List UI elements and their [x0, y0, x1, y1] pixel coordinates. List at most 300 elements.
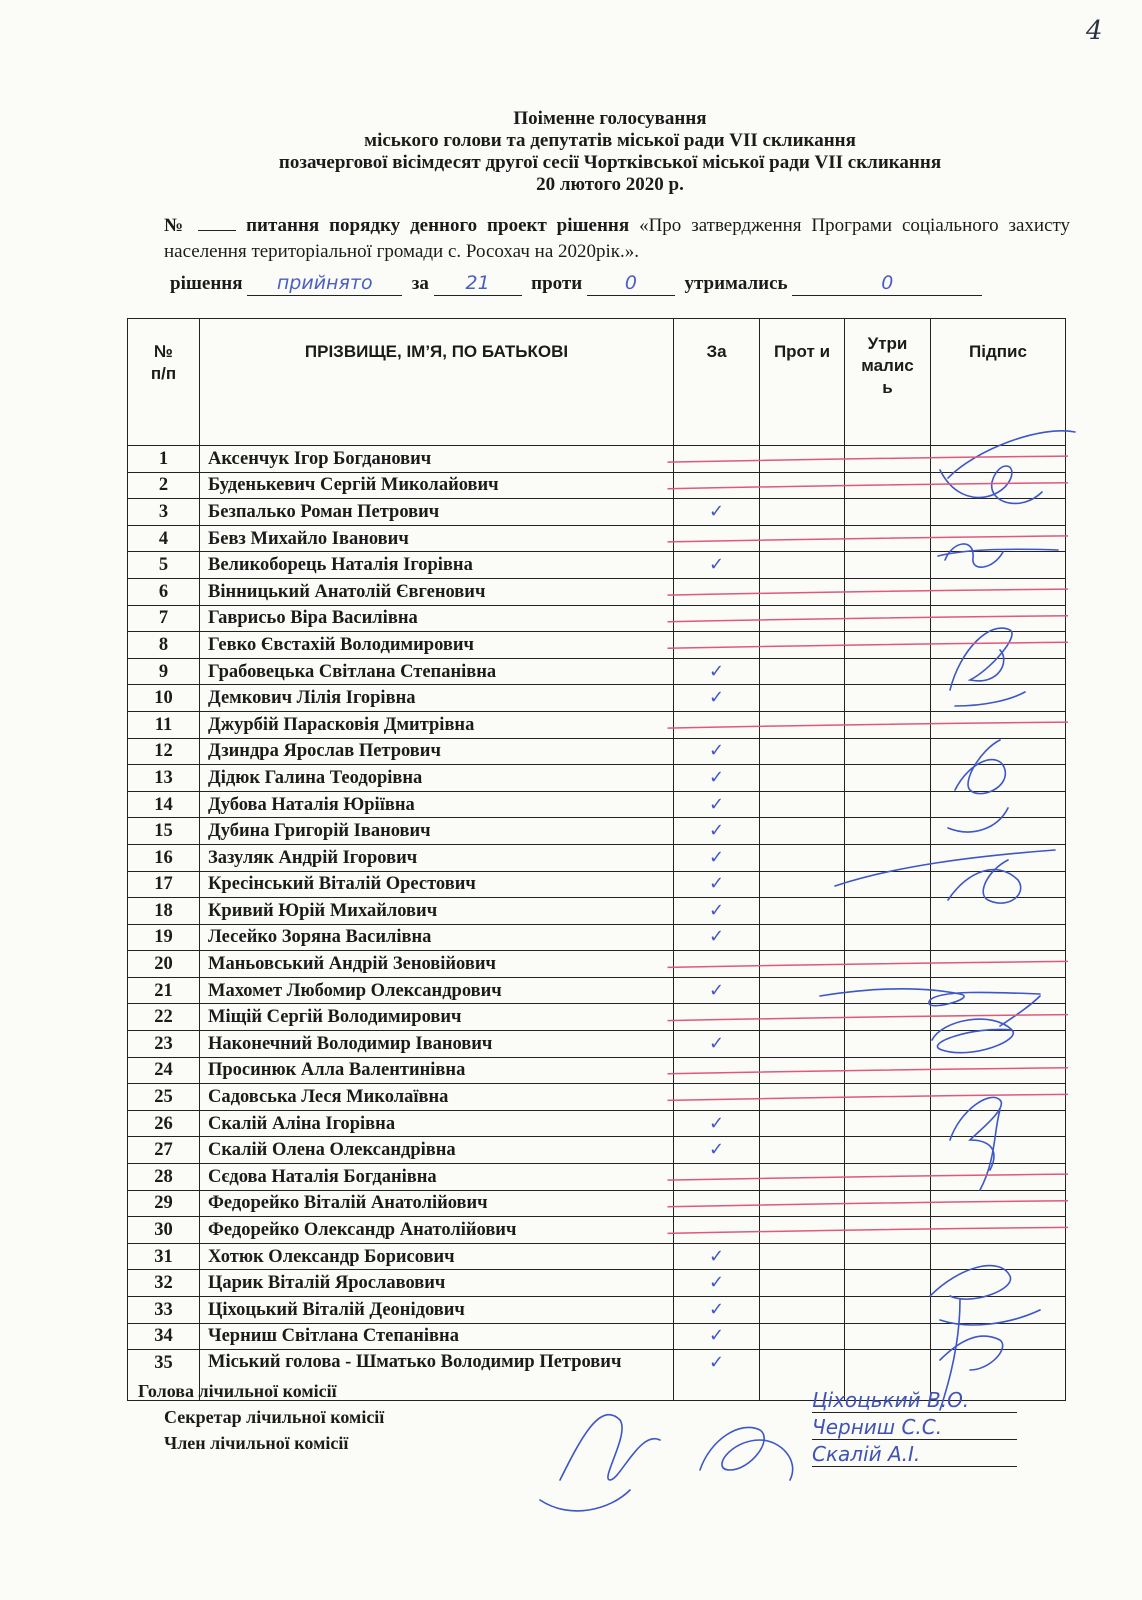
check-icon: ✓	[708, 1112, 725, 1134]
member-name: Скалій Аліна Ігорівна	[200, 1110, 674, 1137]
member-name: Просинюк Алла Валентинівна	[200, 1057, 674, 1084]
vote-abstained-cell	[845, 738, 931, 765]
row-number: 34	[128, 1323, 200, 1350]
commission-signature-lines	[812, 1388, 1017, 1469]
signature-cell	[931, 765, 1066, 792]
agenda-number-label: №	[164, 215, 189, 236]
vote-against-cell	[760, 632, 845, 659]
check-icon: ✓	[708, 1272, 725, 1294]
check-icon: ✓	[708, 926, 725, 948]
against-count-field	[587, 272, 675, 296]
vote-against-cell	[760, 1110, 845, 1137]
vote-for-cell	[674, 1004, 760, 1031]
counting-commission	[138, 1378, 384, 1456]
vote-abstained-cell	[845, 765, 931, 792]
vote-against-cell	[760, 472, 845, 499]
vote-for-cell	[674, 711, 760, 738]
member-name: Джурбій Парасковія Дмитрівна	[200, 711, 674, 738]
member-name: Зазуляк Андрій Ігорович	[200, 844, 674, 871]
row-number: 7	[128, 605, 200, 632]
member-name: Міський голова - Шматько Володимир Петрович	[200, 1350, 674, 1401]
table-row	[128, 685, 1066, 712]
table-row	[128, 844, 1066, 871]
member-name: Наконечний Володимир Іванович	[200, 1031, 674, 1058]
vote-against-cell	[760, 1057, 845, 1084]
vote-against-cell	[760, 1270, 845, 1297]
member-name: Міщій Сергій Володимирович	[200, 1004, 674, 1031]
vote-abstained-cell	[845, 1217, 931, 1244]
row-number: 12	[128, 738, 200, 765]
abstained-count: 0	[881, 272, 894, 294]
row-number: 24	[128, 1057, 200, 1084]
check-icon: ✓	[708, 660, 725, 682]
signature-icon	[700, 1427, 793, 1480]
table-row	[128, 1084, 1066, 1111]
check-icon: ✓	[708, 979, 725, 1001]
member-name: Маньовський Андрій Зеновійович	[200, 951, 674, 978]
vote-abstained-cell	[845, 499, 931, 526]
agenda-bold-text: питання порядку денного проект рішення	[246, 215, 630, 236]
table-row	[128, 898, 1066, 925]
vote-for-cell	[674, 1243, 760, 1270]
row-number: 17	[128, 871, 200, 898]
vote-for-cell	[674, 1084, 760, 1111]
row-number: 28	[128, 1164, 200, 1191]
signature-cell	[931, 446, 1066, 473]
signature-cell	[931, 844, 1066, 871]
row-number: 35	[128, 1350, 200, 1401]
vote-against-cell	[760, 685, 845, 712]
vote-abstained-cell	[845, 525, 931, 552]
table-header-row	[128, 319, 1066, 446]
vote-abstained-cell	[845, 1164, 931, 1191]
signature-cell	[931, 605, 1066, 632]
member-name: Вінницький Анатолій Євгенович	[200, 578, 674, 605]
signature-cell	[931, 1057, 1066, 1084]
signature-cell	[931, 977, 1066, 1004]
member-name: Дубина Григорій Іванович	[200, 818, 674, 845]
member-name: Дзиндра Ярослав Петрович	[200, 738, 674, 765]
chair-name: Ціхоцький В.О.	[812, 1388, 1017, 1413]
vote-abstained-cell	[845, 844, 931, 871]
check-icon: ✓	[708, 1139, 725, 1161]
table-row	[128, 1217, 1066, 1244]
table-row	[128, 977, 1066, 1004]
row-number: 22	[128, 1004, 200, 1031]
vote-abstained-cell	[845, 472, 931, 499]
signature-cell	[931, 1217, 1066, 1244]
document-title	[160, 108, 1060, 196]
row-number: 27	[128, 1137, 200, 1164]
signature-cell	[931, 1084, 1066, 1111]
vote-abstained-cell	[845, 1297, 931, 1324]
vote-against-cell	[760, 578, 845, 605]
vote-abstained-cell	[845, 951, 931, 978]
decision-value: прийнято	[276, 272, 373, 294]
vote-table-body	[128, 446, 1066, 1401]
table-row	[128, 1323, 1066, 1350]
secretary-name: Черниш С.С.	[812, 1415, 1017, 1440]
vote-for-cell	[674, 446, 760, 473]
row-number: 20	[128, 951, 200, 978]
member-name: Царик Віталій Ярославович	[200, 1270, 674, 1297]
vote-against-cell	[760, 552, 845, 579]
vote-against-cell	[760, 1323, 845, 1350]
table-row	[128, 499, 1066, 526]
vote-for-cell	[674, 552, 760, 579]
vote-against-cell	[760, 765, 845, 792]
row-number: 4	[128, 525, 200, 552]
row-number: 18	[128, 898, 200, 925]
commission-secretary-label: Секретар лічильної комісії	[164, 1407, 385, 1427]
vote-for-cell	[674, 844, 760, 871]
vote-against-cell	[760, 525, 845, 552]
vote-abstained-cell	[845, 898, 931, 925]
vote-against-cell	[760, 446, 845, 473]
member-name: Махомет Любомир Олександрович	[200, 977, 674, 1004]
vote-against-cell	[760, 924, 845, 951]
row-number: 26	[128, 1110, 200, 1137]
signature-icon	[540, 1415, 660, 1511]
member-name: Кривий Юрій Михайлович	[200, 898, 674, 925]
vote-against-cell	[760, 1084, 845, 1111]
vote-abstained-cell	[845, 871, 931, 898]
vote-table	[127, 318, 1066, 1401]
vote-abstained-cell	[845, 1110, 931, 1137]
member-name: Кресінський Віталій Орестович	[200, 871, 674, 898]
vote-for-cell	[674, 578, 760, 605]
table-row	[128, 1297, 1066, 1324]
signature-cell	[931, 1137, 1066, 1164]
vote-against-cell	[760, 1004, 845, 1031]
check-icon: ✓	[708, 793, 725, 815]
signature-cell	[931, 924, 1066, 951]
vote-against-cell	[760, 791, 845, 818]
table-row	[128, 791, 1066, 818]
vote-against-cell	[760, 738, 845, 765]
vote-for-cell	[674, 1190, 760, 1217]
vote-abstained-cell	[845, 605, 931, 632]
member-name: Садовська Леся Миколаївна	[200, 1084, 674, 1111]
table-row	[128, 658, 1066, 685]
signature-cell	[931, 711, 1066, 738]
vote-against-cell	[760, 818, 845, 845]
member-name: Дідюк Галина Теодорівна	[200, 765, 674, 792]
header-name: ПРІЗВИЩЕ, ІМ’Я, ПО БАТЬКОВІ	[200, 319, 674, 446]
member-name: Демкович Лілія Ігорівна	[200, 685, 674, 712]
signature-cell	[931, 658, 1066, 685]
agenda-item	[164, 212, 1070, 265]
signature-cell	[931, 791, 1066, 818]
vote-abstained-cell	[845, 1190, 931, 1217]
vote-against-cell	[760, 1164, 845, 1191]
member-name: Гевко Євстахій Володимирович	[200, 632, 674, 659]
member-name: Грабовецька Світлана Степанівна	[200, 658, 674, 685]
vote-abstained-cell	[845, 1323, 931, 1350]
abstained-count-field	[792, 272, 982, 296]
row-number: 21	[128, 977, 200, 1004]
vote-abstained-cell	[845, 552, 931, 579]
vote-for-cell	[674, 658, 760, 685]
vote-against-cell	[760, 711, 845, 738]
table-row	[128, 765, 1066, 792]
row-number: 13	[128, 765, 200, 792]
check-icon: ✓	[708, 740, 725, 762]
vote-abstained-cell	[845, 711, 931, 738]
signature-cell	[931, 871, 1066, 898]
against-count: 0	[624, 272, 637, 294]
member-name: Лесейко Зоряна Василівна	[200, 924, 674, 951]
signature-cell	[931, 1297, 1066, 1324]
member-name: Хотюк Олександр Борисович	[200, 1243, 674, 1270]
signature-cell	[931, 1110, 1066, 1137]
vote-abstained-cell	[845, 1084, 931, 1111]
agenda-project-title: «Про затвердження Програми соціального захисту населення територіальної громади с. Росохач на 2020рік.».	[164, 215, 1071, 262]
for-label: за	[411, 273, 429, 294]
row-number: 11	[128, 711, 200, 738]
decision-line	[170, 272, 1070, 296]
member-name: Бевз Михайло Іванович	[200, 525, 674, 552]
row-number: 23	[128, 1031, 200, 1058]
vote-abstained-cell	[845, 977, 931, 1004]
decision-value-field	[247, 272, 402, 296]
vote-against-cell	[760, 844, 845, 871]
vote-for-cell	[674, 525, 760, 552]
row-number: 1	[128, 446, 200, 473]
table-row	[128, 1110, 1066, 1137]
title-line-2: міського голови та депутатів міської ради VІІ скликання	[364, 130, 856, 151]
check-icon: ✓	[708, 1352, 725, 1374]
header-abstained: Утри малис ь	[845, 319, 931, 446]
table-row	[128, 552, 1066, 579]
vote-for-cell	[674, 1323, 760, 1350]
signature-cell	[931, 685, 1066, 712]
vote-for-cell	[674, 1217, 760, 1244]
vote-for-cell	[674, 1057, 760, 1084]
member-name: Аксенчук Ігор Богданович	[200, 446, 674, 473]
vote-abstained-cell	[845, 658, 931, 685]
vote-for-cell	[674, 738, 760, 765]
row-number: 6	[128, 578, 200, 605]
vote-for-cell	[674, 871, 760, 898]
table-row	[128, 1031, 1066, 1058]
signature-cell	[931, 951, 1066, 978]
header-number: № п/п	[128, 319, 200, 446]
table-row	[128, 951, 1066, 978]
vote-abstained-cell	[845, 924, 931, 951]
vote-for-cell	[674, 1270, 760, 1297]
vote-for-cell	[674, 951, 760, 978]
table-row	[128, 1190, 1066, 1217]
check-icon: ✓	[708, 1325, 725, 1347]
member-name: Федорейко Олександр Анатолійович	[200, 1217, 674, 1244]
check-icon: ✓	[708, 1245, 725, 1267]
commission-member-label: Член лічильної комісії	[164, 1433, 349, 1453]
vote-against-cell	[760, 977, 845, 1004]
vote-against-cell	[760, 499, 845, 526]
signature-cell	[931, 1004, 1066, 1031]
row-number: 9	[128, 658, 200, 685]
vote-abstained-cell	[845, 685, 931, 712]
signature-cell	[931, 632, 1066, 659]
vote-for-cell	[674, 1350, 760, 1401]
check-icon: ✓	[708, 766, 725, 788]
member-name: Гаврисьо Віра Василівна	[200, 605, 674, 632]
vote-for-cell	[674, 1110, 760, 1137]
vote-abstained-cell	[845, 791, 931, 818]
vote-abstained-cell	[845, 1031, 931, 1058]
header-signature: Підпис	[931, 319, 1066, 446]
member-name: Дубова Наталія Юріївна	[200, 791, 674, 818]
vote-for-cell	[674, 472, 760, 499]
signature-cell	[931, 578, 1066, 605]
row-number: 30	[128, 1217, 200, 1244]
check-icon: ✓	[708, 846, 725, 868]
signature-cell	[931, 552, 1066, 579]
vote-for-cell	[674, 898, 760, 925]
vote-for-cell	[674, 1164, 760, 1191]
vote-against-cell	[760, 1031, 845, 1058]
table-row	[128, 578, 1066, 605]
member-name: Сєдова Наталія Богданівна	[200, 1164, 674, 1191]
vote-abstained-cell	[845, 1137, 931, 1164]
table-row	[128, 871, 1066, 898]
title-date: 20 лютого 2020 р.	[536, 174, 684, 195]
header-against: Прот и	[760, 319, 845, 446]
vote-for-cell	[674, 977, 760, 1004]
table-row	[128, 446, 1066, 473]
vote-abstained-cell	[845, 1004, 931, 1031]
table-row	[128, 1004, 1066, 1031]
vote-abstained-cell	[845, 632, 931, 659]
vote-for-cell	[674, 605, 760, 632]
vote-for-cell	[674, 632, 760, 659]
row-number: 31	[128, 1243, 200, 1270]
row-number: 25	[128, 1084, 200, 1111]
row-number: 33	[128, 1297, 200, 1324]
page-number: 4	[1086, 16, 1103, 46]
member-name: Черниш Світлана Степанівна	[200, 1323, 674, 1350]
vote-abstained-cell	[845, 446, 931, 473]
table-row	[128, 818, 1066, 845]
vote-against-cell	[760, 898, 845, 925]
row-number: 15	[128, 818, 200, 845]
decision-label: рішення	[170, 273, 243, 294]
member-name: Буденькевич Сергій Миколайович	[200, 472, 674, 499]
signature-cell	[931, 818, 1066, 845]
table-row	[128, 1057, 1066, 1084]
abstained-label: утримались	[684, 273, 788, 294]
vote-against-cell	[760, 1190, 845, 1217]
row-number: 14	[128, 791, 200, 818]
table-row	[128, 632, 1066, 659]
table-row	[128, 924, 1066, 951]
signature-cell	[931, 738, 1066, 765]
vote-for-cell	[674, 818, 760, 845]
table-row	[128, 472, 1066, 499]
vote-for-cell	[674, 499, 760, 526]
row-number: 32	[128, 1270, 200, 1297]
signature-cell	[931, 1190, 1066, 1217]
header-for: За	[674, 319, 760, 446]
vote-for-cell	[674, 765, 760, 792]
vote-against-cell	[760, 1243, 845, 1270]
row-number: 19	[128, 924, 200, 951]
member-name: Великоборець Наталія Ігорівна	[200, 552, 674, 579]
signature-cell	[931, 472, 1066, 499]
vote-abstained-cell	[845, 1057, 931, 1084]
table-row	[128, 738, 1066, 765]
vote-for-cell	[674, 1137, 760, 1164]
row-number: 16	[128, 844, 200, 871]
vote-against-cell	[760, 658, 845, 685]
row-number: 5	[128, 552, 200, 579]
vote-for-cell	[674, 791, 760, 818]
table-row	[128, 711, 1066, 738]
signature-cell	[931, 898, 1066, 925]
row-number: 10	[128, 685, 200, 712]
agenda-number-blank	[198, 212, 236, 231]
vote-abstained-cell	[845, 1270, 931, 1297]
table-row	[128, 1137, 1066, 1164]
table-row	[128, 1270, 1066, 1297]
signature-cell	[931, 525, 1066, 552]
member-name: Безпалько Роман Петрович	[200, 499, 674, 526]
vote-against-cell	[760, 605, 845, 632]
check-icon: ✓	[708, 873, 725, 895]
member-name: Федорейко Віталій Анатолійович	[200, 1190, 674, 1217]
vote-abstained-cell	[845, 1243, 931, 1270]
vote-for-cell	[674, 685, 760, 712]
table-row	[128, 605, 1066, 632]
title-line-3: позачергової вісімдесят другої сесії Чортківської міської ради VІІ скликання	[278, 152, 942, 173]
table-row	[128, 525, 1066, 552]
vote-against-cell	[760, 1217, 845, 1244]
against-label: проти	[531, 273, 583, 294]
member-name: Ціхоцький Віталій Деонідович	[200, 1297, 674, 1324]
signature-cell	[931, 1164, 1066, 1191]
signature-cell	[931, 1270, 1066, 1297]
check-icon: ✓	[708, 1032, 725, 1054]
vote-for-cell	[674, 1297, 760, 1324]
for-count: 21	[465, 272, 490, 294]
check-icon: ✓	[708, 500, 725, 522]
vote-against-cell	[760, 1297, 845, 1324]
vote-abstained-cell	[845, 818, 931, 845]
vote-abstained-cell	[845, 578, 931, 605]
signature-cell	[931, 499, 1066, 526]
vote-against-cell	[760, 951, 845, 978]
title-line-1: Поіменне голосування	[513, 108, 707, 129]
check-icon: ✓	[708, 687, 725, 709]
commission-chair-label: Голова лічильної комісії	[138, 1381, 337, 1401]
signature-cell	[931, 1323, 1066, 1350]
check-icon: ✓	[708, 820, 725, 842]
signature-cell	[931, 1031, 1066, 1058]
vote-against-cell	[760, 871, 845, 898]
vote-for-cell	[674, 924, 760, 951]
row-number: 2	[128, 472, 200, 499]
for-count-field	[434, 272, 522, 296]
row-number: 29	[128, 1190, 200, 1217]
check-icon: ✓	[708, 1298, 725, 1320]
vote-against-cell	[760, 1137, 845, 1164]
row-number: 8	[128, 632, 200, 659]
table-row	[128, 1164, 1066, 1191]
table-row	[128, 1243, 1066, 1270]
signature-cell	[931, 1243, 1066, 1270]
row-number: 3	[128, 499, 200, 526]
